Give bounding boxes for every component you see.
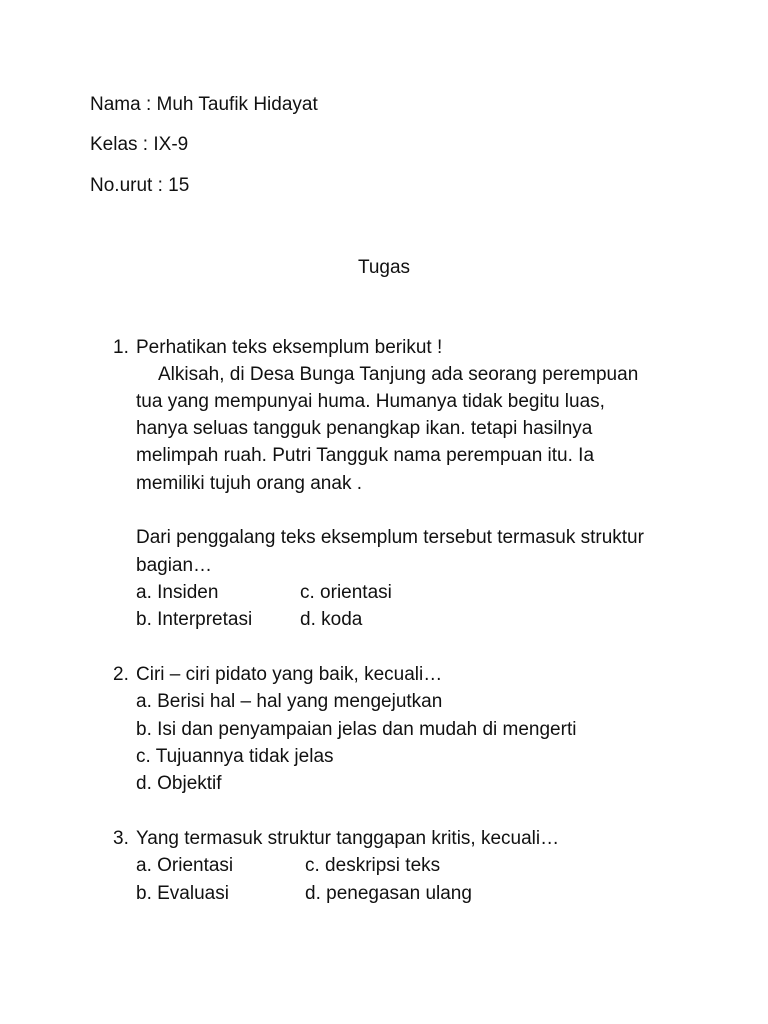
passage-line: hanya seluas tangguk penangkap ikan. tetapi hasilnya — [136, 418, 593, 439]
option-d: d. Objektif — [136, 773, 222, 794]
option-a: a. Insiden — [136, 582, 219, 603]
page-title: Tugas — [357, 257, 411, 278]
option-d: d. penegasan ulang — [305, 883, 472, 904]
option-c: c. Tujuannya tidak jelas — [136, 746, 334, 767]
question-prompt: Yang termasuk struktur tanggapan kritis, kecuali… — [136, 828, 560, 849]
student-class: Kelas : IX-9 — [90, 134, 189, 155]
question-number: 3. — [113, 828, 129, 849]
option-b: b. Evaluasi — [136, 883, 229, 904]
passage-line: memiliki tujuh orang anak . — [136, 473, 362, 494]
question-text: Dari penggalang teks eksemplum tersebut termasuk struktur — [136, 527, 644, 548]
option-b: b. Interpretasi — [136, 609, 253, 630]
question-text: bagian… — [136, 555, 213, 576]
option-d: d. koda — [300, 609, 363, 630]
passage-line: Alkisah, di Desa Bunga Tanjung ada seorang perempuan — [158, 364, 639, 385]
passage-line: tua yang mempunyai huma. Humanya tidak begitu luas, — [136, 391, 605, 412]
option-a: a. Orientasi — [136, 855, 234, 876]
option-c: c. orientasi — [300, 582, 392, 603]
question-prompt: Perhatikan teks eksemplum berikut ! — [136, 337, 443, 358]
question-number: 1. — [113, 337, 129, 358]
option-c: c. deskripsi teks — [305, 855, 441, 876]
question-number: 2. — [113, 664, 129, 685]
student-name: Nama : Muh Taufik Hidayat — [90, 94, 318, 115]
passage-line: melimpah ruah. Putri Tangguk nama perempuan itu. Ia — [136, 445, 595, 466]
question-prompt: Ciri – ciri pidato yang baik, kecuali… — [136, 664, 443, 685]
option-a: a. Berisi hal – hal yang mengejutkan — [136, 691, 443, 712]
option-b: b. Isi dan penyampaian jelas dan mudah di mengerti — [136, 719, 577, 740]
student-number: No.urut : 15 — [90, 175, 190, 196]
